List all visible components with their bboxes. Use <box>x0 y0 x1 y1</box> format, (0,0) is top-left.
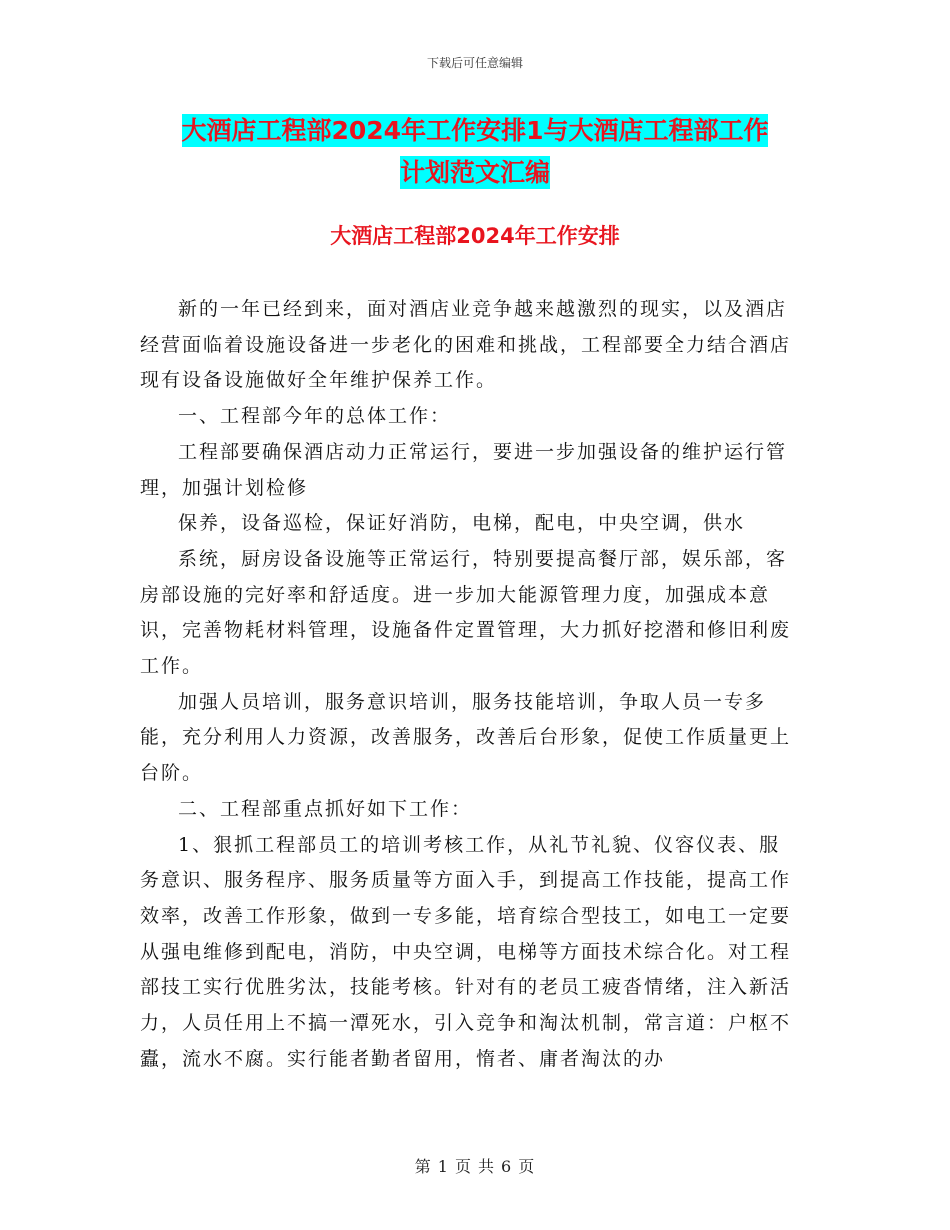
paragraph-item-1: 1、狠抓工程部员工的培训考核工作，从礼节礼貌、仪容仪表、服务意识、服务程序、服务质量等方面入手，到提高工作技能，提高工作效率，改善工作形象，做到一专多能，培育综合型技工，如电工一定要从强电维修到配电，消防，中央空调，电梯等方面技术综合化。对工程部技工实行优胜劣汰，技能考核。针对有的老员工疲沓情绪，注入新活力，人员任用上不搞一潭死水，引入竞争和淘汰机制，常言道：户枢不蠹，流水不腐。实行能者勤者留用，惰者、庸者淘汰的办 <box>140 833 792 1070</box>
paragraph-maintenance: 保养，设备巡检，保证好消防，电梯，配电，中央空调，供水 <box>178 512 746 535</box>
page-footer <box>0 1154 950 1177</box>
document-title-line-1: 大酒店工程部2024年工作安排1与大酒店工程部工作 <box>181 116 769 145</box>
header-note: 下载后可任意编辑 <box>426 56 523 70</box>
heading-overall-work: 一、工程部今年的总体工作： <box>178 405 452 428</box>
page-label-mid1: 页 <box>454 1157 472 1176</box>
paragraph-operation: 工程部要确保酒店动力正常运行，要进一步加强设备的维护运行管理，加强计划检修 <box>140 440 788 499</box>
paragraph-training: 加强人员培训，服务意识培训，服务技能培训，争取人员一专多能，充分利用人力资源，改善服务，改善后台形象，促使工作质量更上台阶。 <box>140 690 792 785</box>
paragraph-intro: 新的一年已经到来，面对酒店业竞争越来越激烈的现实，以及酒店经营面临着设施设备进一步老化的困难和挑战，工程部要全力结合酒店现有设备设施做好全年维护保养工作。 <box>140 298 792 392</box>
page-label-prefix: 第 <box>414 1157 432 1176</box>
paragraph-systems: 系统，厨房设备设施等正常运行，特别要提高餐厅部，娱乐部，客房部设施的完好率和舒适度。进一步加大能源管理力度，加强成本意识，完善物耗材料管理，设施备件定置管理，大力抓好挖潜和修旧利废工作。 <box>140 547 792 678</box>
heading-key-work: 二、工程部重点抓好如下工作： <box>178 797 473 820</box>
page-label-mid2: 共 <box>478 1157 496 1176</box>
total-pages-number: 6 <box>501 1157 513 1176</box>
current-page-number: 1 <box>437 1157 449 1176</box>
document-title <box>120 110 830 194</box>
document-title-line-2: 计划范文汇编 <box>399 158 550 187</box>
document-body <box>140 292 800 1077</box>
section-title: 大酒店工程部2024年工作安排 <box>330 224 620 248</box>
page-label-suffix: 页 <box>518 1157 536 1176</box>
